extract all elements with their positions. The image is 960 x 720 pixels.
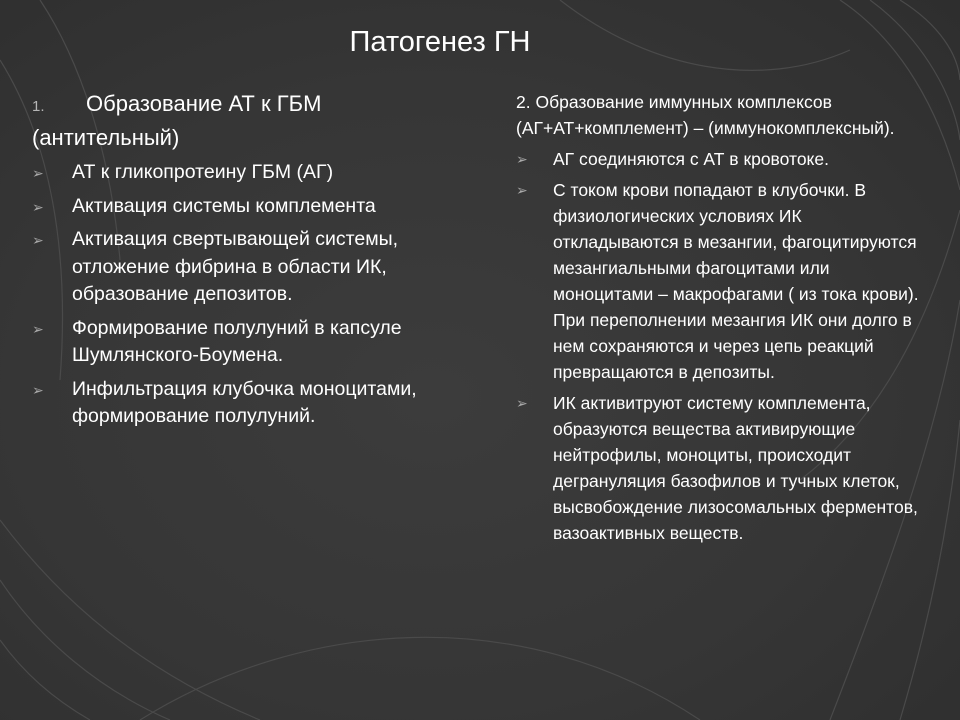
arrow-bullet-icon: ➢: [516, 151, 528, 167]
arrow-bullet-icon: ➢: [516, 182, 528, 198]
right-column: [516, 90, 926, 551]
list-item-text: АТ к гликопротеину ГБМ (АГ): [72, 161, 334, 183]
list-item: [516, 390, 926, 546]
left-bullet-list: [32, 159, 462, 431]
list-item-text: Инфильтрация клубочка моноцитами, формирование полулуний.: [72, 377, 417, 427]
list-item-text: ИК активитруют систему комплемента, образуются вещества активирующие нейтрофилы, моноциты, происходит дегрануляция базофилов и тучных клеток, высвобождение лизосомальных ферментов, вазоактивных веществ.: [553, 393, 918, 543]
right-heading: 2. Образование иммунных комплексов (АГ+АТ+комплемент) – (иммунокомплексный).: [516, 92, 895, 138]
left-heading-number: 1.: [32, 98, 45, 115]
right-bullet-list: [516, 146, 926, 546]
list-item-text: С током крови попадают в клубочки. В физиологических условиях ИК откладываются в мезангии, фагоцитируются мезангиальными фагоцитами или моноцитами – макрофагами ( из тока крови). При переполнении мезангия ИК они долго в нем сохраняются и через цепь реакций превращаются в депозиты.: [553, 180, 919, 382]
list-item: [32, 193, 462, 221]
list-item: [32, 315, 462, 370]
arrow-bullet-icon: ➢: [32, 381, 44, 398]
arrow-bullet-icon: ➢: [516, 395, 528, 411]
list-item: [32, 226, 462, 309]
list-item: [516, 177, 926, 385]
left-column: [32, 88, 462, 437]
left-heading: [32, 88, 462, 153]
arrow-bullet-icon: ➢: [32, 198, 44, 215]
list-item: [516, 146, 926, 172]
list-item-text: Активация свертывающей системы, отложение фибрина в области ИК, образование депозитов.: [72, 228, 399, 305]
list-item: [32, 376, 462, 431]
arrow-bullet-icon: ➢: [32, 232, 44, 248]
list-item-text: АГ соединяются с АТ в кровотоке.: [553, 149, 830, 169]
list-item-text: Формирование полулуний в капсуле Шумлянского-Боумена.: [72, 316, 402, 366]
arrow-bullet-icon: ➢: [32, 165, 44, 181]
list-item-text: Активация системы комплемента: [72, 194, 376, 217]
arrow-bullet-icon: ➢: [32, 320, 44, 337]
list-item: [32, 159, 462, 187]
left-heading-text: Образование АТ к ГБМ (антительный): [32, 91, 322, 150]
slide-title: Патогенез ГН: [349, 26, 531, 58]
